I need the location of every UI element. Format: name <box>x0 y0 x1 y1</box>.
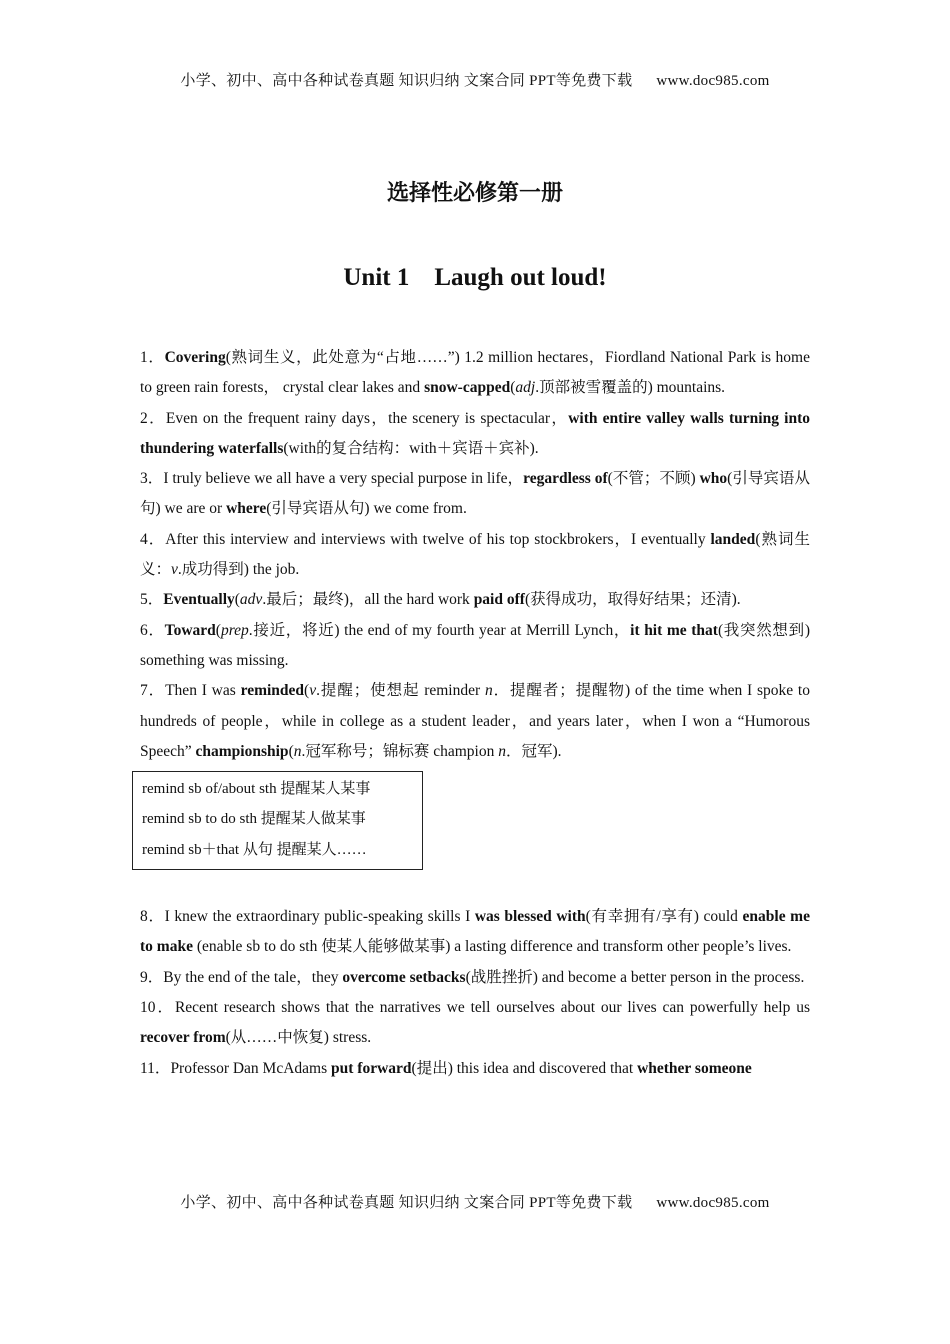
footer-text: 小学、初中、高中各种试卷真题 知识归纳 文案合同 PPT等免费下载 <box>180 1195 633 1211</box>
usage-line: remind sb to do sth 提醒某人做某事 <box>142 811 366 828</box>
item-5: 5．Eventually(adv.最后；最终)，all the hard work paid off(获得成功，取得好结果；还清). <box>140 591 741 609</box>
usage-line: remind sb of/about sth 提醒某人某事 <box>142 781 371 798</box>
item-1: 1．Covering(熟词生义，此处意为“占地……”) 1.2 million hectares，Fiordland National Park is home to green rain forests， crystal clear lakes and snow-capped(adj.顶部被雪覆盖的) mountains. <box>140 349 810 397</box>
header-text: 小学、初中、高中各种试卷真题 知识归纳 文案合同 PPT等免费下载 <box>180 73 633 89</box>
page-header <box>0 69 950 90</box>
item-3: 3．I truly believe we all have a very special purpose in life，regardless of(不管；不顾) who(引导宾语从句) we are or where(引导宾语从句) we come from. <box>140 470 810 518</box>
book-title: 选择性必修第一册 <box>386 181 563 206</box>
usage-line: remind sb＋that 从句 提醒某人…… <box>142 841 367 858</box>
item-9: 9．By the end of the tale，they overcome setbacks(战胜挫折) and become a better person in the process. <box>140 968 805 986</box>
item-7: 7．Then I was reminded(v.提醒；使想起 reminder n．提醒者；提醒物) of the time when I spoke to hundreds of people，while in college as a student leader，and years later，when I won a “Humorous Speech” championship(n.冠军称号；锦标赛 champion n．冠军). <box>140 682 810 760</box>
item-11: 11．Professor Dan McAdams put forward(提出) this idea and discovered that whether someone <box>140 1059 752 1077</box>
item-10: 10．Recent research shows that the narratives we tell ourselves about our lives can powerfully help us recover from(从……中恢复) stress. <box>140 998 810 1047</box>
item-2: 2．Even on the frequent rainy days，the scenery is spectacular，with entire valley walls turning into thundering waterfalls(with的复合结构：with＋宾语＋宾补). <box>140 409 810 457</box>
unit-title: Unit 1 Laugh out loud! <box>343 264 607 291</box>
item-6: 6．Toward(prep.接近，将近) the end of my fourth year at Merrill Lynch，it hit me that(我突然想到) something was missing. <box>140 621 810 669</box>
item-8: 8．I knew the extraordinary public-speaking skills I was blessed with(有幸拥有/享有) could enable me to make (enable sb to do sth 使某人能够做某事) a lasting difference and transform other people’s lives. <box>140 908 810 956</box>
item-4: 4．After this interview and interviews with twelve of his top stockbrokers，I eventually landed(熟词生义：v.成功得到) the job. <box>140 530 810 579</box>
footer-site: www.doc985.com <box>656 1195 770 1211</box>
page-footer <box>0 1191 950 1212</box>
usage-box <box>132 771 423 870</box>
content-body <box>140 343 810 1084</box>
header-site: www.doc985.com <box>656 73 770 89</box>
